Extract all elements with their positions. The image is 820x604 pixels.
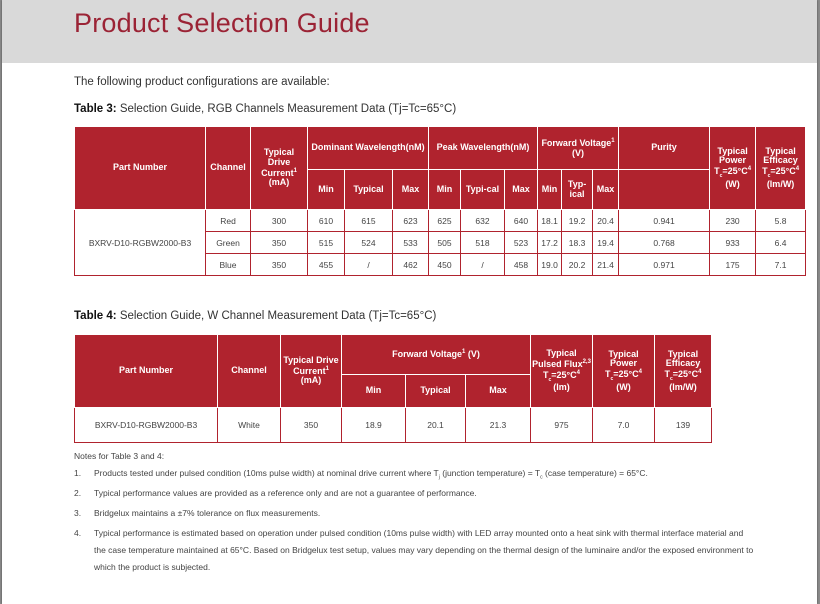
table3-part-number-cell: BXRV-D10-RGBW2000-B3: [75, 210, 206, 276]
table4-header-channel: Channel: [218, 335, 281, 408]
table3-current-cell: 350: [251, 232, 308, 254]
table4-header-forward-voltage: Forward Voltage$^1$ (V): [342, 335, 531, 375]
table3-dw-min-cell: 610: [308, 210, 345, 232]
table4-vf-typ-cell: 20.1: [406, 408, 466, 443]
table3-current-cell: 300: [251, 210, 308, 232]
table3-pw-min-cell: 625: [429, 210, 461, 232]
table3-header-channel: Channel: [206, 127, 251, 210]
table3-channel-cell: Green: [206, 232, 251, 254]
table3-channel-cell: Blue: [206, 254, 251, 276]
table3-header-vf-typical: Typ-ical: [562, 170, 593, 210]
table4-caption: [74, 310, 436, 322]
table3-purity-cell: 0.768: [619, 232, 710, 254]
table3-header-forward-voltage: Forward Voltage$^1$ (V): [538, 127, 619, 170]
table4-selection-guide-white: [74, 334, 712, 443]
table3-dw-typ-cell: 615: [345, 210, 393, 232]
note-text: Products tested under pulsed condition (10ms pulse width) at nominal drive current where $T_j$ (junction temperature) = $T_c$ (case temperature) = 65°C.: [94, 468, 648, 481]
table4-header-vf-min: Min: [342, 375, 406, 408]
table3-header-dw-min: Min: [308, 170, 345, 210]
table3-caption: [74, 103, 456, 115]
table3-dw-min-cell: 515: [308, 232, 345, 254]
table3-caption-text: Selection Guide, RGB Channels Measurement Data (Tj=Tc=65°C): [119, 103, 457, 115]
table4-power-cell: 7.0: [593, 408, 655, 443]
table4-header-pulsed-flux: Typical Pulsed Flux$^{2,3}$ $T_c=25^\circ C^4$ (lm): [531, 335, 593, 408]
table3-header-vf-min: Min: [538, 170, 562, 210]
table3-header-drive-current: Typical Drive Current$^1$ (mA): [251, 127, 308, 210]
table4-part-number-cell: BXRV-D10-RGBW2000-B3: [75, 408, 218, 443]
table3-power-cell: 230: [710, 210, 756, 232]
table4-header-typical-efficacy: Typical Efficacy $T_c=25^\circ C^4$ (lm/W): [655, 335, 712, 408]
table3-vf-typ-cell: 20.2: [562, 254, 593, 276]
table3-purity-cell: 0.971: [619, 254, 710, 276]
table3-dw-typ-cell: 524: [345, 232, 393, 254]
table3-dw-max-cell: 533: [393, 232, 429, 254]
table3-caption-label: Table 3:: [74, 103, 117, 115]
table3-power-cell: 175: [710, 254, 756, 276]
note-text: Typical performance values are provided as a reference only and are not a guarantee of performance.: [94, 488, 477, 498]
table3-efficacy-cell: 6.4: [756, 232, 806, 254]
notes-title: Notes for Table 3 and 4:: [74, 451, 165, 461]
table4-current-cell: 350: [281, 408, 342, 443]
table3-header-typical-efficacy: Typical Efficacy $T_c=25^\circ C^4$ (lm/W): [756, 127, 806, 210]
table3-efficacy-cell: 5.8: [756, 210, 806, 232]
note-text: Typical performance is estimated based on operation under pulsed condition (10ms pulse width) with LED array mounted onto a heat sink with thermal interface material and the case temperature maintained at 65°C. Based on Bridgelux test setup, values may vary depending on the thermal design of the luminaire and/or the exposed environment to which the product is subjected.: [94, 528, 754, 572]
table3-header-pw-min: Min: [429, 170, 461, 210]
table3-vf-min-cell: 18.1: [538, 210, 562, 232]
note-number: 1.: [74, 468, 82, 478]
table3-channel-cell: Red: [206, 210, 251, 232]
table3-pw-max-cell: 523: [505, 232, 538, 254]
table4-vf-min-cell: 18.9: [342, 408, 406, 443]
table3-vf-typ-cell: 19.2: [562, 210, 593, 232]
table3-header-part-number: Part Number: [75, 127, 206, 210]
document-page: [2, 0, 817, 604]
table3-vf-min-cell: 17.2: [538, 232, 562, 254]
table4-caption-label: Table 4:: [74, 310, 117, 322]
table3-selection-guide-rgb: [74, 126, 806, 276]
note-text: Bridgelux maintains a ±7% tolerance on flux measurements.: [94, 508, 321, 518]
table3-header-peak-wavelength: Peak Wavelength(nM): [429, 127, 538, 170]
table3-header-purity-spacer: [619, 170, 710, 210]
table3-dw-max-cell: 462: [393, 254, 429, 276]
table-row: [75, 408, 712, 443]
table3-header-pw-typical: Typi-cal: [461, 170, 505, 210]
table3-pw-max-cell: 458: [505, 254, 538, 276]
table3-pw-typ-cell: 632: [461, 210, 505, 232]
table3-vf-max-cell: 19.4: [593, 232, 619, 254]
table4-caption-text: Selection Guide, W Channel Measurement Data (Tj=Tc=65°C): [119, 310, 437, 322]
intro-text: The following product configurations are available:: [74, 76, 330, 88]
table3-dw-max-cell: 623: [393, 210, 429, 232]
page-title: Product Selection Guide: [74, 8, 370, 38]
table4-vf-max-cell: 21.3: [466, 408, 531, 443]
table3-header-dominant-wavelength: Dominant Wavelength(nM): [308, 127, 429, 170]
table3-pw-min-cell: 505: [429, 232, 461, 254]
note-number: 3.: [74, 508, 82, 518]
table3-efficacy-cell: 7.1: [756, 254, 806, 276]
table4-header-drive-current: Typical Drive Current$^1$ (mA): [281, 335, 342, 408]
table3-pw-max-cell: 640: [505, 210, 538, 232]
table3-header-dw-max: Max: [393, 170, 429, 210]
table3-vf-min-cell: 19.0: [538, 254, 562, 276]
table3-pw-typ-cell: /: [461, 254, 505, 276]
table3-purity-cell: 0.941: [619, 210, 710, 232]
title-banner: [2, 0, 817, 63]
table3-vf-max-cell: 20.4: [593, 210, 619, 232]
table3-header-typical-power: Typical Power $T_c=25^\circ C^4$ (W): [710, 127, 756, 210]
note-number: 2.: [74, 488, 82, 498]
table3-pw-typ-cell: 518: [461, 232, 505, 254]
table4-header-vf-max: Max: [466, 375, 531, 408]
table3-header-dw-typical: Typical: [345, 170, 393, 210]
table3-dw-typ-cell: /: [345, 254, 393, 276]
note-number: 4.: [74, 528, 82, 538]
table3-vf-typ-cell: 18.3: [562, 232, 593, 254]
table3-pw-min-cell: 450: [429, 254, 461, 276]
table4-header-vf-typical: Typical: [406, 375, 466, 408]
table4-header-typical-power: Typical Power $T_c=25^\circ C^4$ (W): [593, 335, 655, 408]
table4-channel-cell: White: [218, 408, 281, 443]
table3-power-cell: 933: [710, 232, 756, 254]
table3-header-pw-max: Max: [505, 170, 538, 210]
table3-vf-max-cell: 21.4: [593, 254, 619, 276]
table4-header-part-number: Part Number: [75, 335, 218, 408]
table4-efficacy-cell: 139: [655, 408, 712, 443]
table3-dw-min-cell: 455: [308, 254, 345, 276]
table3-header-purity: Purity: [619, 127, 710, 170]
table-row: [75, 210, 806, 232]
table3-header-vf-max: Max: [593, 170, 619, 210]
table3-current-cell: 350: [251, 254, 308, 276]
table4-flux-cell: 975: [531, 408, 593, 443]
